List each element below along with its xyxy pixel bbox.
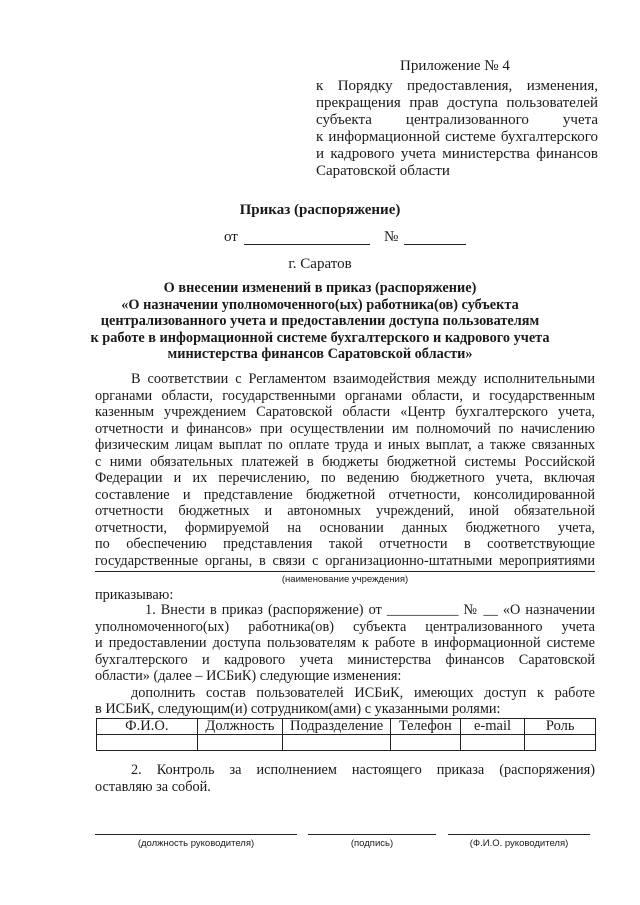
item-2-line: 2. Контроль за исполнением настоящего приказа (распоряжения) [131, 762, 595, 778]
table-row [97, 735, 596, 751]
appendix-line: к информационной системе бухгалтерского [316, 129, 598, 145]
item-1-line: и предоставлении доступа пользователям к работе в информационной системе [95, 635, 595, 651]
table-header-cell: Подразделение [283, 719, 391, 735]
subject-line: министерства финансов Саратовской области» [167, 346, 473, 362]
item-1-line: дополнить состав пользователей ИСБиК, имеющих доступ к работе [131, 684, 595, 701]
order-word: приказываю: [95, 587, 174, 603]
city: г. Саратов [288, 256, 352, 272]
preamble-line: отчетности и финансов» при осуществлении им полномочий по начислению [95, 420, 595, 437]
appendix-line: субъекта централизованного учета [316, 112, 598, 128]
number-label: № [384, 229, 399, 245]
item-1 [95, 602, 595, 718]
preamble-line: органами области, государственными органами области, и государственным [95, 387, 595, 404]
subject-line: «О назначении уполномоченного(ых) работника(ов) субъекта [121, 296, 519, 313]
appendix-line: прекращения прав доступа пользователей [316, 95, 598, 111]
table-header-cell: e-mail [460, 719, 525, 735]
institution-caption: (наименование учреждения) [281, 574, 409, 585]
signature-line [308, 834, 436, 835]
position-line [95, 834, 297, 835]
table-header-row [97, 719, 596, 735]
number-line [404, 244, 466, 245]
preamble-line: казенным учреждением Саратовской области «Центр бухгалтерского учета, [95, 404, 595, 420]
table-header-cell: Ф.И.О. [97, 719, 198, 735]
preamble-line: отчетности, формируемой на основании данных бюджетного учета, [95, 519, 595, 536]
table-cell[interactable] [283, 735, 391, 751]
table-cell[interactable] [460, 735, 525, 751]
preamble-line: с ними обязательных платежей в бюджеты бюджетной системы Российской [95, 453, 595, 470]
appendix-text [316, 78, 598, 180]
name-caption: (Ф.И.О. руководителя) [469, 838, 569, 849]
preamble-line: составление и представление бюджетной отчетности, консолидированной [95, 486, 595, 503]
item-2 [95, 762, 595, 795]
date-line [244, 244, 370, 245]
item-1-line: 1. Внести в приказ (распоряжение) от __________ № __ «О назначении [145, 602, 595, 618]
table-header-cell: Телефон [391, 719, 461, 735]
item-1-line: уполномоченного(ых) работника(ов) субъекта централизованного учета [95, 618, 595, 635]
subject [80, 280, 560, 363]
appendix-title: Приложение № 4 [400, 58, 510, 74]
institution-line [95, 571, 595, 572]
date-label: от [224, 229, 238, 245]
preamble-line: по обеспечению представления такой отчетности в соответствующие [95, 536, 595, 552]
preamble-line: В соответствии с Регламентом взаимодействия между исполнительными [131, 371, 595, 387]
name-line [448, 834, 590, 835]
doc-title: Приказ (распоряжение) [239, 202, 401, 218]
item-1-line: бухгалтерского и кадрового учета министерства финансов Саратовской [95, 651, 595, 668]
preamble [95, 371, 595, 569]
preamble-line: Федерации и их перечислению, по ведению бюджетного учета, включая [95, 470, 595, 486]
position-caption: (должность руководителя) [137, 838, 255, 849]
table-cell[interactable] [97, 735, 198, 751]
subject-line: О внесении изменений в приказ (распоряжение) [163, 280, 477, 296]
subject-line: к работе в информационной системе бухгалтерского и кадрового учета [90, 329, 550, 346]
preamble-line: государственные органы, в связи с организационно-штатными мероприятиями [95, 552, 595, 569]
item-1-line: в ИСБиК, следующим(и) сотрудником(ами) с указанными ролями: [95, 701, 501, 717]
subject-line: централизованного учета и предоставлении доступа пользователям [100, 313, 540, 329]
preamble-line: физическим лицам выплат по оплате труда и иных выплат, а также связанных [95, 437, 595, 453]
signature-caption: (подпись) [350, 838, 394, 849]
table-cell[interactable] [525, 735, 596, 751]
appendix-line: Саратовской области [316, 163, 450, 179]
table-cell[interactable] [197, 735, 283, 751]
item-2-line: оставляю за собой. [95, 778, 211, 795]
preamble-line: отчетности бюджетных и автономных учреждений, иной обязательной [95, 503, 595, 519]
item-1-line: области» (далее – ИСБиК) следующие изменения: [95, 668, 402, 684]
table-header-cell: Роль [525, 719, 596, 735]
table-header-cell: Должность [197, 719, 283, 735]
table-cell[interactable] [391, 735, 461, 751]
appendix-line: и кадрового учета министерства финансов [316, 146, 598, 162]
roles-table [96, 718, 596, 751]
appendix-line: к Порядку предоставления, изменения, [316, 78, 598, 94]
